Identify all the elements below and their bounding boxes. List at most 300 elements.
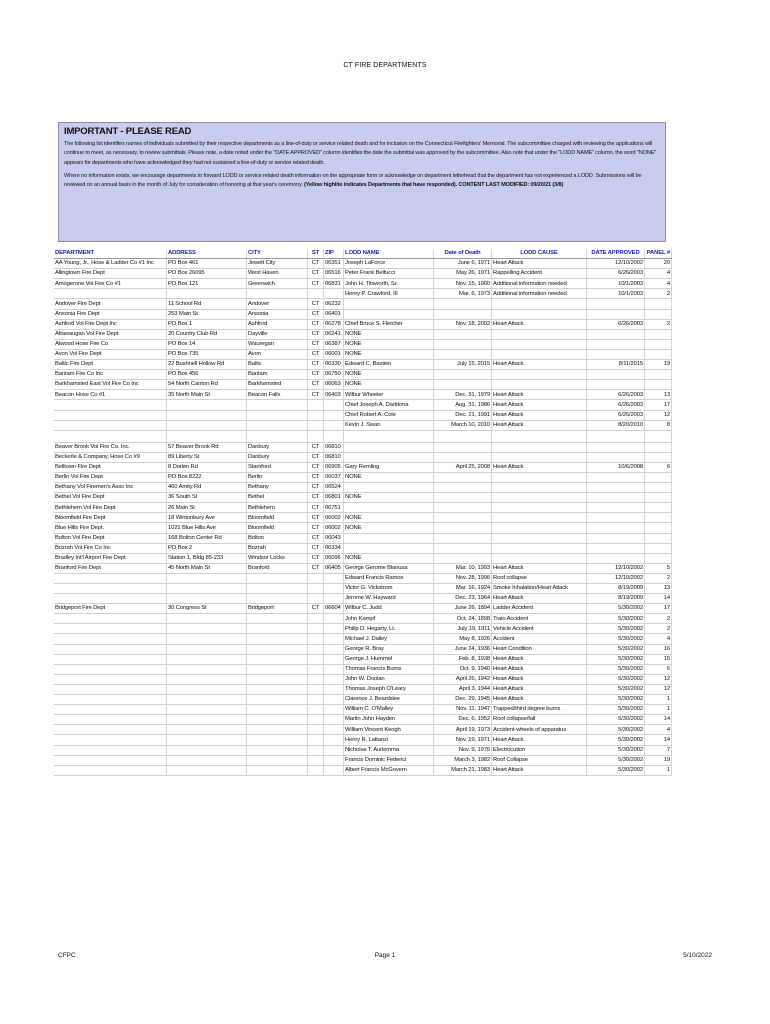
lodd-name-cell: William C. O'Malley [344,705,434,715]
state-cell [308,654,324,664]
date-of-death-cell: March 10, 2010 [434,420,492,430]
state-cell: CT [308,503,324,513]
department-cell [54,735,167,745]
date-of-death-cell [434,513,492,523]
zip-cell [324,430,344,442]
date-approved-cell: 5/30/2002 [587,644,645,654]
city-cell: Wauregan [247,339,308,349]
address-cell [167,400,247,410]
header-panel-number: PANEL # [645,249,672,259]
header-department: DEPARTMENT [54,249,167,259]
notice-paragraph-2 [64,172,660,191]
date-of-death-cell [434,493,492,503]
lodd-name-cell: NONE [344,380,434,390]
date-of-death-cell: April 26, 1942 [434,674,492,684]
table-row [54,725,672,735]
zip-cell: 06810 [324,452,344,462]
state-cell [308,624,324,634]
city-cell [247,430,308,442]
departments-table-body [54,249,672,775]
lodd-cause-cell [492,452,587,462]
table-row [54,664,672,674]
table-row [54,279,672,289]
lodd-cause-cell: Heart Attack [492,390,587,400]
department-cell [54,594,167,604]
date-of-death-cell [434,503,492,513]
table-row [54,594,672,604]
table-row [54,705,672,715]
city-cell: Bolton [247,533,308,543]
date-approved-cell [587,493,645,503]
zip-cell [324,624,344,634]
department-cell [54,765,167,775]
date-of-death-cell [434,543,492,553]
state-cell [308,674,324,684]
lodd-name-cell: Peter Frank Belfucci [344,269,434,279]
panel-number-cell: 14 [645,594,672,604]
department-cell: Barkhamsted East Vol Fire Co Inc [54,380,167,390]
department-cell [54,584,167,594]
date-of-death-cell: Oct. 24, 1898 [434,614,492,624]
state-cell [308,594,324,604]
table-row [54,604,672,614]
date-of-death-cell: Nov. 18, 2002 [434,319,492,329]
state-cell: CT [308,604,324,614]
department-cell [54,634,167,644]
lodd-name-cell: Nicholas T. Aurlemma [344,745,434,755]
table-row [54,462,672,472]
table-row [54,339,672,349]
date-of-death-cell: Feb. 8, 1938 [434,654,492,664]
state-cell [308,289,324,299]
lodd-name-cell: John W. Doolan [344,674,434,684]
table-row [54,695,672,705]
lodd-name-cell: NONE [344,493,434,503]
date-approved-cell: 12/10/2002 [587,563,645,573]
lodd-cause-cell [492,349,587,359]
zip-cell: 06037 [324,472,344,482]
lodd-name-cell: Martin John Hayden [344,715,434,725]
table-row [54,472,672,482]
address-cell [167,573,247,583]
zip-cell [324,755,344,765]
city-cell [247,664,308,674]
zip-cell: 06516 [324,269,344,279]
address-cell [167,644,247,654]
city-cell [247,614,308,624]
date-approved-cell [587,503,645,513]
lodd-name-cell: Gary Remling [344,462,434,472]
date-approved-cell: 5/30/2002 [587,715,645,725]
lodd-name-cell [344,503,434,513]
address-cell [167,664,247,674]
city-cell: Danbury [247,452,308,462]
address-cell: 253 Main St [167,309,247,319]
panel-number-cell: 1 [645,705,672,715]
date-of-death-cell: Mar. 16, 1924 [434,584,492,594]
city-cell [247,644,308,654]
lodd-name-cell: Albert Francis McGovern [344,765,434,775]
address-cell: PO Box 456 [167,370,247,380]
panel-number-cell [645,329,672,339]
state-cell [308,400,324,410]
address-cell [167,674,247,684]
date-approved-cell: 5/30/2002 [587,755,645,765]
lodd-name-cell: Chief Joseph A. Daddona [344,400,434,410]
table-row [54,503,672,513]
date-of-death-cell: Mar. 10, 1993 [434,563,492,573]
date-of-death-cell [434,472,492,482]
date-of-death-cell: Oct. 9, 1940 [434,664,492,674]
date-approved-cell [587,452,645,462]
lodd-name-cell [344,483,434,493]
address-cell [167,765,247,775]
notice-title: IMPORTANT - PLEASE READ [64,126,192,137]
header-lodd-cause: LODD CAUSE [492,249,587,259]
table-row [54,634,672,644]
address-cell: 36 South St [167,493,247,503]
date-approved-cell [587,309,645,319]
department-cell: Belltown Fire Dept [54,462,167,472]
lodd-name-cell: Wilbur Wheeler [344,390,434,400]
date-approved-cell: 10/1/2003 [587,279,645,289]
state-cell [308,725,324,735]
state-cell: CT [308,452,324,462]
date-of-death-cell: Nov. 9, 1976 [434,745,492,755]
city-cell: Andover [247,299,308,309]
date-of-death-cell: Dec. 21, 1991 [434,410,492,420]
table-row [54,543,672,553]
department-cell [54,654,167,664]
header-lodd-name: LODD NAME [344,249,434,259]
lodd-cause-cell: Heart Attack [492,695,587,705]
department-cell: Baltic Fire Dept [54,360,167,370]
address-cell: 35 North Main St [167,390,247,400]
zip-cell [324,654,344,664]
panel-number-cell [645,339,672,349]
city-cell: Beacon Falls [247,390,308,400]
table-row [54,624,672,634]
date-of-death-cell [434,370,492,380]
lodd-name-cell: NONE [344,329,434,339]
panel-number-cell: 12 [645,410,672,420]
zip-cell: 06604 [324,604,344,614]
city-cell [247,654,308,664]
panel-number-cell [645,533,672,543]
panel-number-cell: 4 [645,269,672,279]
city-cell: Bethlehem [247,503,308,513]
lodd-cause-cell: Electrocution [492,745,587,755]
lodd-cause-cell [492,329,587,339]
date-of-death-cell: April 25, 2008 [434,462,492,472]
zip-cell: 06232 [324,299,344,309]
date-of-death-cell [434,430,492,442]
lodd-name-cell: NONE [344,523,434,533]
panel-number-cell [645,503,672,513]
date-of-death-cell: April 19, 1973 [434,725,492,735]
lodd-name-cell: Henry P. Crawford, III [344,289,434,299]
panel-number-cell: 2 [645,289,672,299]
panel-number-cell [645,523,672,533]
zip-cell [324,664,344,674]
zip-cell: 06905 [324,462,344,472]
department-cell [54,420,167,430]
department-cell [54,684,167,694]
lodd-cause-cell [492,309,587,319]
department-cell: Ansonia Fire Dept [54,309,167,319]
table-row [54,329,672,339]
date-approved-cell: 5/30/2002 [587,634,645,644]
lodd-name-cell: George R. Bray [344,644,434,654]
table-row [54,684,672,694]
city-cell: Stamford [247,462,308,472]
zip-cell [324,765,344,775]
lodd-cause-cell: Vehicle Accident [492,624,587,634]
notice-highlight-text: (Yellow highlite indicates Departments that have responded). CONTENT LAST MODIFIED: 09/20/21 (3/8) [304,182,564,189]
city-cell [247,755,308,765]
lodd-cause-cell [492,503,587,513]
state-cell [308,705,324,715]
department-cell: Bethany Vol Firemen's Asso Inc [54,483,167,493]
lodd-cause-cell: Heart Attack [492,319,587,329]
city-cell [247,725,308,735]
zip-cell: 06810 [324,442,344,452]
zip-cell: 06401 [324,309,344,319]
lodd-name-cell: NONE [344,339,434,349]
state-cell: CT [308,309,324,319]
zip-cell [324,594,344,604]
panel-number-cell [645,309,672,319]
lodd-cause-cell [492,339,587,349]
date-of-death-cell [434,442,492,452]
panel-number-cell [645,553,672,563]
city-cell: Berlin [247,472,308,482]
lodd-cause-cell: Heart Attack [492,765,587,775]
date-approved-cell: 5/30/2002 [587,674,645,684]
lodd-name-cell: George J. Hummel [344,654,434,664]
address-cell [167,624,247,634]
lodd-cause-cell: Heart Attack [492,594,587,604]
table-row [54,299,672,309]
department-cell: Branford Fire Dept [54,563,167,573]
zip-cell: 06751 [324,503,344,513]
city-cell [247,715,308,725]
department-cell: Beacon Hose Co #1 [54,390,167,400]
city-cell: Bozrah [247,543,308,553]
table-row [54,735,672,745]
state-cell [308,430,324,442]
zip-cell [324,735,344,745]
panel-number-cell [645,370,672,380]
zip-cell: 06063 [324,380,344,390]
city-cell: Bridgeport [247,604,308,614]
zip-cell [324,745,344,755]
lodd-name-cell: Henry R. Lattanzi [344,735,434,745]
city-cell [247,584,308,594]
date-of-death-cell: Nov. 15, 1960 [434,279,492,289]
header-city: CITY [247,249,308,259]
state-cell: CT [308,370,324,380]
address-cell: 18 Wintonbury Ave [167,513,247,523]
address-cell: PO Box 121 [167,279,247,289]
table-row [54,483,672,493]
date-approved-cell [587,349,645,359]
city-cell: Baltic [247,360,308,370]
zip-cell [324,289,344,299]
date-approved-cell: 8/20/2010 [587,420,645,430]
department-cell: Bolton Vol Fire Dept [54,533,167,543]
panel-number-cell [645,543,672,553]
lodd-cause-cell: Heart Attack [492,400,587,410]
lodd-name-cell: William Vincent Keogh [344,725,434,735]
footer-page-number: Page 1 [374,952,396,959]
date-approved-cell: 10/6/2008 [587,462,645,472]
state-cell: CT [308,259,324,269]
department-cell: Bradley Int'l Airport Fire Dept [54,553,167,563]
state-cell [308,410,324,420]
panel-number-cell: 1 [645,695,672,705]
lodd-name-cell: Edward C. Bastien [344,360,434,370]
zip-cell [324,420,344,430]
address-cell [167,634,247,644]
department-cell [54,644,167,654]
lodd-name-cell [344,299,434,309]
panel-number-cell: 19 [645,360,672,370]
date-of-death-cell: May 8, 1926 [434,634,492,644]
table-row [54,573,672,583]
city-cell [247,695,308,705]
state-cell [308,584,324,594]
date-approved-cell [587,523,645,533]
city-cell: Dayville [247,329,308,339]
address-cell: 168 Bolton Center Rd [167,533,247,543]
zip-cell [324,695,344,705]
lodd-cause-cell [492,380,587,390]
date-of-death-cell: Aug. 31, 1986 [434,400,492,410]
lodd-cause-cell: Heart Attack [492,664,587,674]
header-date-approved: DATE APPROVED [587,249,645,259]
lodd-cause-cell: Heart Attack [492,462,587,472]
address-cell [167,654,247,664]
date-approved-cell: 5/30/2002 [587,624,645,634]
lodd-cause-cell [492,553,587,563]
date-of-death-cell: Nov. 11, 1947 [434,705,492,715]
department-cell: Bloomfield Fire Dept [54,513,167,523]
table-row [54,563,672,573]
date-approved-cell: 5/30/2002 [587,765,645,775]
department-cell [54,410,167,420]
lodd-name-cell [344,533,434,543]
address-cell: PO Box 8222 [167,472,247,482]
panel-number-cell: 5 [645,563,672,573]
address-cell: 45 North Main St [167,563,247,573]
department-cell [54,695,167,705]
zip-cell: 06001 [324,349,344,359]
panel-number-cell [645,299,672,309]
state-cell: CT [308,339,324,349]
date-approved-cell [587,339,645,349]
state-cell [308,745,324,755]
department-cell: Bantam Fire Co Inc [54,370,167,380]
table-row [54,349,672,359]
department-cell: Avon Vol Fire Dept [54,349,167,359]
table-row [54,452,672,462]
panel-number-cell: 14 [645,735,672,745]
address-cell [167,715,247,725]
state-cell: CT [308,472,324,482]
lodd-cause-cell [492,442,587,452]
city-cell: Ashford [247,319,308,329]
panel-number-cell [645,513,672,523]
department-cell [54,755,167,765]
zip-cell: 06403 [324,390,344,400]
panel-number-cell: 2 [645,624,672,634]
lodd-cause-cell: Additional information needed [492,289,587,299]
department-cell [54,664,167,674]
city-cell [247,573,308,583]
table-row [54,644,672,654]
table-row [54,430,672,442]
panel-number-cell: 6 [645,462,672,472]
panel-number-cell: 2 [645,614,672,624]
lodd-cause-cell: Train Accident [492,614,587,624]
address-cell: 57 Beaver Brook Rd [167,442,247,452]
zip-cell: 06334 [324,543,344,553]
date-of-death-cell: May 26, 1971 [434,269,492,279]
city-cell: Danbury [247,442,308,452]
lodd-cause-cell [492,523,587,533]
notice-paragraph-1: The following list identifies names of individuals submitted by their respective departments as a line-of-duty or service related death and for inclusion on the Connecticut Firefighters' Memorial. The subcommittee charged with reviewing the applications will continue to meet, as necessary, to review submittals. Please note, a date noted under the "DATE APPROVED" column identifies the date the submittal was approved by the subcommittee. Also note that under the "LODD NAME" column, the word "NONE" appears for departments who have acknowledged they had not sustained a line-of-duty or service related death. [64,141,657,166]
address-cell: 460 Amity Rd [167,483,247,493]
address-cell [167,725,247,735]
lodd-name-cell: George Gerome Blanusa [344,563,434,573]
lodd-name-cell: Thomas Joseph O'Leary [344,684,434,694]
state-cell: CT [308,543,324,553]
date-of-death-cell: Nov. 28, 1996 [434,573,492,583]
zip-cell: 06524 [324,483,344,493]
zip-cell: 06096 [324,553,344,563]
address-cell: 1021 Blue Hills Ave [167,523,247,533]
important-notice-box [58,122,666,242]
address-cell [167,684,247,694]
table-row [54,259,672,269]
page-title: CT FIRE DEPARTMENTS [343,62,427,69]
header-zip: ZIP [324,249,344,259]
department-cell: Beckerle & Company, Hose Co #9 [54,452,167,462]
zip-cell [324,644,344,654]
lodd-cause-cell: Smoke Inhalation/Heart Attack [492,584,587,594]
lodd-cause-cell: Heart Attack [492,654,587,664]
lodd-name-cell [344,430,434,442]
panel-number-cell: 2 [645,573,672,583]
state-cell: CT [308,299,324,309]
address-cell: PO Box 26095 [167,269,247,279]
date-approved-cell [587,380,645,390]
table-row [54,553,672,563]
lodd-cause-cell: Heart Attack [492,563,587,573]
date-approved-cell: 6/26/2003 [587,390,645,400]
zip-cell: 06002 [324,513,344,523]
date-of-death-cell: March 21, 1983 [434,765,492,775]
state-cell: CT [308,483,324,493]
lodd-name-cell [344,309,434,319]
panel-number-cell: 13 [645,584,672,594]
date-of-death-cell: June 6, 1971 [434,259,492,269]
date-of-death-cell [434,349,492,359]
address-cell [167,695,247,705]
date-of-death-cell [434,309,492,319]
zip-cell [324,674,344,684]
